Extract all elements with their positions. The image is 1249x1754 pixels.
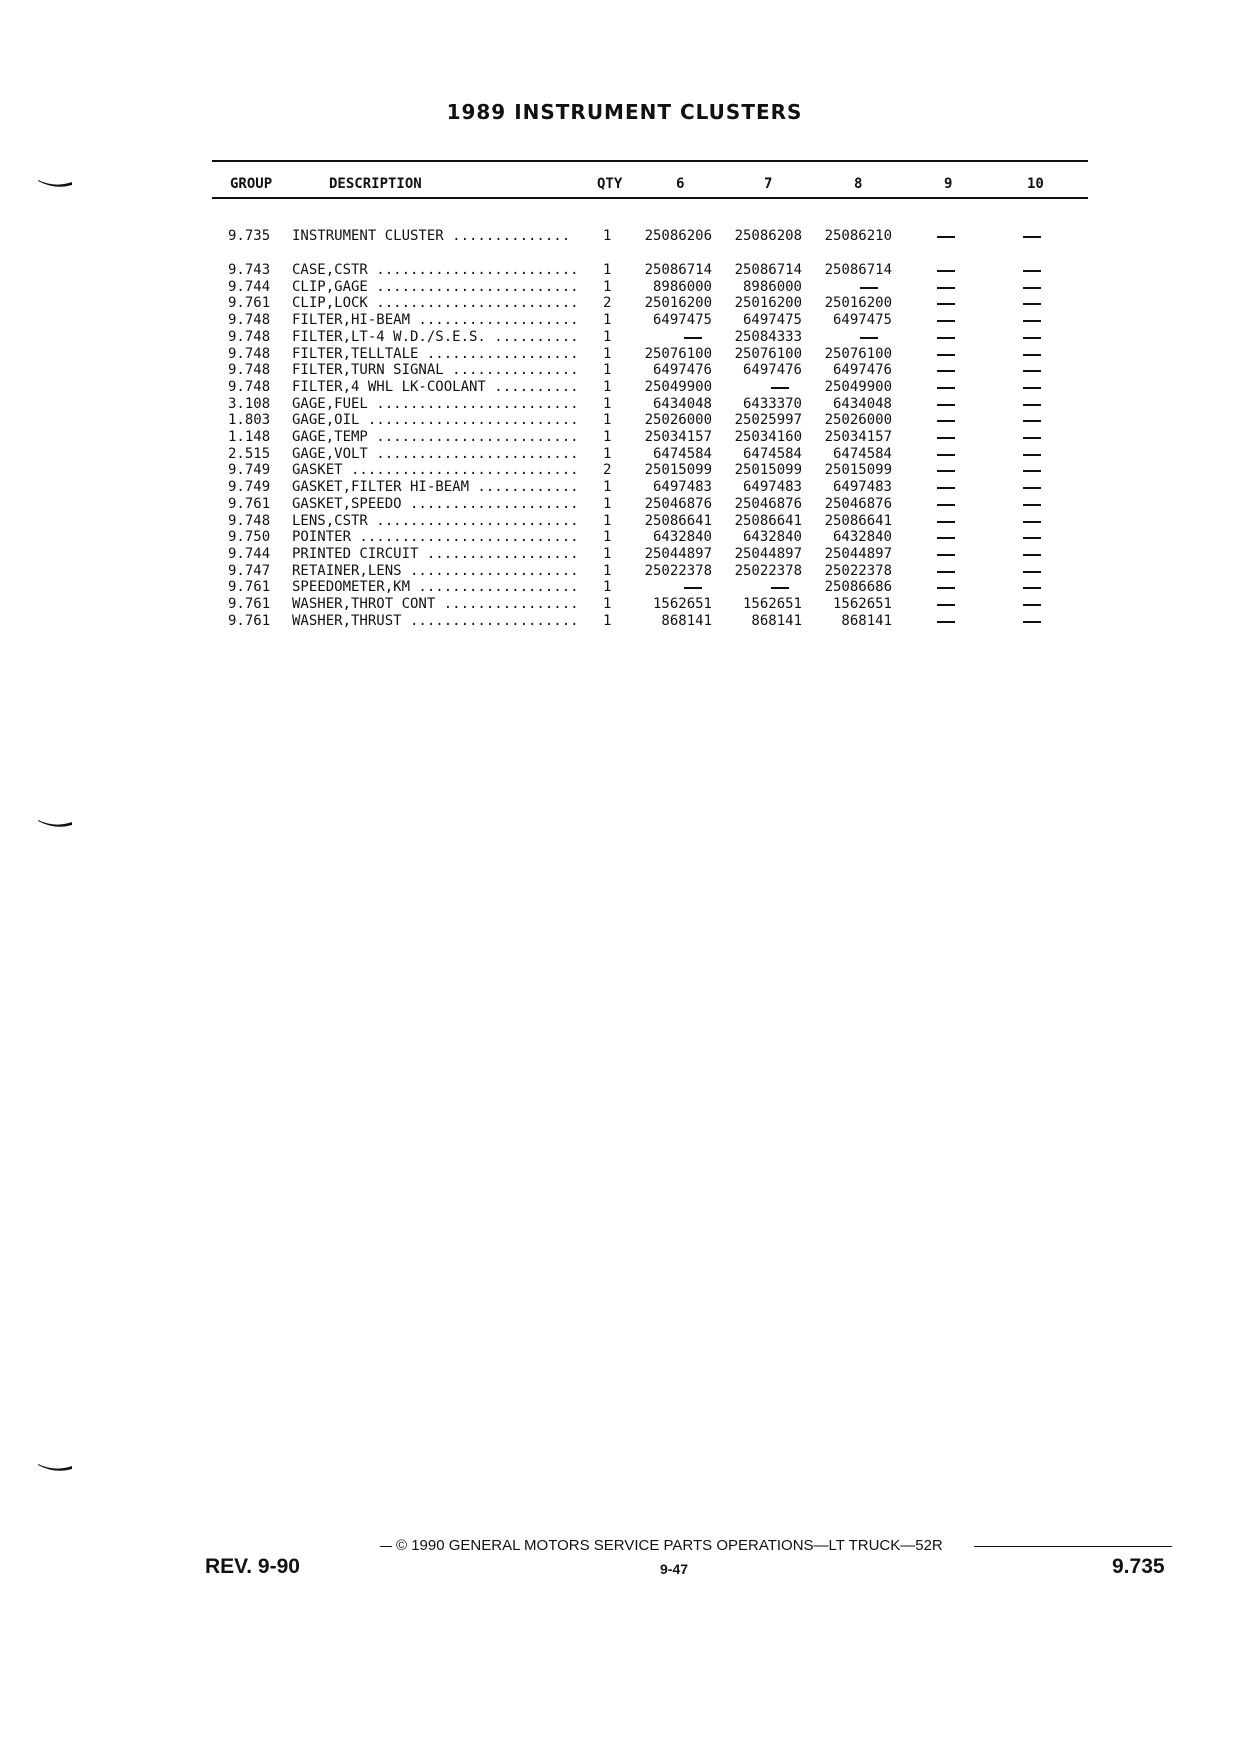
part-number-cell-8: 6434048 — [832, 395, 892, 412]
part-number-cell-7: 25044897 — [734, 545, 802, 562]
part-number-cell-7: 6497483 — [742, 479, 802, 496]
part-number-cell-6: 25086206 — [644, 228, 712, 244]
not-applicable-dash — [937, 262, 957, 279]
not-applicable-dash — [816, 279, 892, 296]
description-cell: FILTER,LT-4 W.D./S.E.S. .......... — [292, 328, 579, 345]
part-number-cell-8: 25076100 — [824, 345, 892, 362]
part-number-cell-6: 1562651 — [652, 596, 712, 612]
group-cell: 9.761 — [228, 612, 271, 629]
not-applicable-dash — [727, 579, 802, 596]
dash-mark — [1023, 437, 1041, 439]
part-number-cell-6: 8986000 — [652, 278, 712, 295]
description-cell: PRINTED CIRCUIT .................. — [292, 545, 579, 562]
description-cell: WASHER,THROT CONT ................ — [292, 596, 579, 612]
part-number-cell-7: 25034160 — [734, 429, 802, 445]
not-applicable-dash — [1023, 462, 1043, 479]
table-row — [0, 579, 1249, 596]
not-applicable-dash — [1023, 563, 1043, 580]
part-number-cell-8: 6497483 — [832, 479, 892, 496]
group-cell: 9.744 — [228, 545, 271, 562]
not-applicable-dash — [1023, 362, 1043, 379]
part-number-cell-6: 6497476 — [652, 362, 712, 379]
part-number-cell-7: 25025997 — [734, 412, 802, 429]
not-applicable-dash — [1023, 496, 1043, 513]
dash-mark — [937, 587, 955, 589]
part-number-cell-6: 25015099 — [644, 462, 712, 479]
not-applicable-dash — [937, 613, 957, 630]
col-header-7: 7 — [764, 176, 773, 192]
dash-mark — [937, 604, 955, 606]
not-applicable-dash — [1023, 596, 1043, 613]
part-number-cell-7: 25086641 — [734, 512, 802, 529]
not-applicable-dash — [640, 329, 712, 346]
part-number-cell-8: 25086686 — [824, 579, 892, 596]
description-cell: POINTER .......................... — [292, 529, 579, 546]
dash-mark — [937, 370, 955, 372]
dash-mark — [937, 437, 955, 439]
not-applicable-dash — [1023, 262, 1043, 279]
table-row — [0, 396, 1249, 413]
qty-cell: 1 — [603, 345, 612, 362]
dash-mark — [937, 554, 955, 556]
part-number-cell-8: 25016200 — [824, 295, 892, 312]
part-number-cell-8: 6497475 — [832, 312, 892, 329]
group-cell: 9.744 — [228, 278, 271, 295]
header-bottom-rule — [212, 197, 1088, 199]
col-header-description: DESCRIPTION — [329, 176, 422, 192]
group-cell: 9.748 — [228, 345, 271, 362]
not-applicable-dash — [937, 346, 957, 363]
part-number-cell-8: 25044897 — [824, 545, 892, 562]
group-cell: 9.761 — [228, 495, 271, 512]
part-number-cell-6: 25016200 — [644, 295, 712, 312]
not-applicable-dash — [1023, 379, 1043, 396]
not-applicable-dash — [937, 579, 957, 596]
not-applicable-dash — [937, 312, 957, 329]
dash-mark — [771, 387, 789, 389]
dash-mark — [937, 487, 955, 489]
dash-mark — [1023, 470, 1041, 472]
dash-mark — [1023, 487, 1041, 489]
description-cell: GAGE,TEMP ........................ — [292, 429, 579, 445]
page-number: 9-47 — [660, 1561, 689, 1577]
part-number-cell-6: 25022378 — [644, 562, 712, 579]
table-row — [0, 446, 1249, 463]
group-cell: 1.148 — [228, 429, 271, 445]
group-cell: 9.747 — [228, 562, 271, 579]
description-cell: GASKET,FILTER HI-BEAM ............ — [292, 479, 579, 496]
part-number-cell-8: 6497476 — [832, 362, 892, 379]
binder-hole-mark — [38, 178, 72, 188]
dash-mark — [1023, 504, 1041, 506]
not-applicable-dash — [816, 329, 892, 346]
dash-mark — [771, 587, 789, 589]
part-number-cell-7: 25076100 — [734, 345, 802, 362]
dash-mark — [937, 270, 955, 272]
qty-cell: 1 — [603, 479, 612, 496]
part-number-cell-8: 25026000 — [824, 412, 892, 429]
description-cell: LENS,CSTR ........................ — [292, 512, 579, 529]
part-number-cell-8: 25049900 — [824, 378, 892, 395]
part-number-cell-7: 25016200 — [734, 295, 802, 312]
dash-mark — [1023, 587, 1041, 589]
part-number-cell-7: 6433370 — [742, 395, 802, 412]
not-applicable-dash — [937, 462, 957, 479]
part-number-cell-7: 6497475 — [742, 312, 802, 329]
dash-mark — [1023, 320, 1041, 322]
group-cell: 9.749 — [228, 462, 271, 479]
description-cell: GAGE,OIL ......................... — [292, 412, 579, 429]
not-applicable-dash — [1023, 228, 1043, 245]
qty-cell: 1 — [603, 429, 612, 445]
part-number-cell-7: 25022378 — [734, 562, 802, 579]
part-number-cell-7: 868141 — [751, 612, 802, 629]
group-cell: 3.108 — [228, 395, 271, 412]
table-row — [0, 563, 1249, 580]
part-number-cell-6: 25076100 — [644, 345, 712, 362]
not-applicable-dash — [937, 228, 957, 245]
qty-cell: 1 — [603, 262, 612, 278]
header-top-rule — [212, 160, 1088, 162]
table-row — [0, 262, 1249, 279]
not-applicable-dash — [937, 529, 957, 546]
table-row — [0, 496, 1249, 513]
footer-rule-left — [380, 1546, 392, 1547]
not-applicable-dash — [727, 379, 802, 396]
group-cell: 9.761 — [228, 579, 271, 596]
description-cell: INSTRUMENT CLUSTER .............. — [292, 228, 571, 244]
part-number-cell-6: 25086641 — [644, 512, 712, 529]
description-cell: GAGE,FUEL ........................ — [292, 395, 579, 412]
page-title: 1989 INSTRUMENT CLUSTERS — [446, 100, 803, 124]
not-applicable-dash — [640, 579, 712, 596]
not-applicable-dash — [937, 563, 957, 580]
qty-cell: 1 — [603, 278, 612, 295]
not-applicable-dash — [1023, 529, 1043, 546]
table-row — [0, 429, 1249, 446]
not-applicable-dash — [1023, 446, 1043, 463]
group-cell: 9.761 — [228, 596, 271, 612]
part-number-cell-6: 25086714 — [644, 262, 712, 278]
not-applicable-dash — [1023, 513, 1043, 530]
dash-mark — [937, 404, 955, 406]
table-row — [0, 546, 1249, 563]
dash-mark — [684, 587, 702, 589]
not-applicable-dash — [1023, 479, 1043, 496]
dash-mark — [937, 420, 955, 422]
part-number-cell-7: 25086714 — [734, 262, 802, 278]
description-cell: FILTER,TURN SIGNAL ............... — [292, 362, 579, 379]
not-applicable-dash — [937, 379, 957, 396]
group-cell: 9.748 — [228, 362, 271, 379]
table-row — [0, 295, 1249, 312]
table-row — [0, 379, 1249, 396]
qty-cell: 2 — [603, 295, 612, 312]
not-applicable-dash — [937, 446, 957, 463]
table-row — [0, 513, 1249, 530]
dash-mark — [1023, 571, 1041, 573]
qty-cell: 1 — [603, 545, 612, 562]
dash-mark — [1023, 604, 1041, 606]
description-cell: FILTER,HI-BEAM ................... — [292, 312, 579, 329]
part-number-cell-8: 25086210 — [824, 228, 892, 244]
part-number-cell-8: 1562651 — [832, 596, 892, 612]
qty-cell: 1 — [603, 362, 612, 379]
dash-mark — [1023, 537, 1041, 539]
not-applicable-dash — [1023, 579, 1043, 596]
part-number-cell-6: 25049900 — [644, 378, 712, 395]
dash-mark — [1023, 420, 1041, 422]
part-number-cell-7: 6432840 — [742, 529, 802, 546]
not-applicable-dash — [1023, 396, 1043, 413]
part-number-cell-8: 25015099 — [824, 462, 892, 479]
not-applicable-dash — [1023, 295, 1043, 312]
description-cell: GAGE,VOLT ........................ — [292, 445, 579, 462]
table-row — [0, 279, 1249, 296]
description-cell: FILTER,4 WHL LK-COOLANT .......... — [292, 378, 579, 395]
description-cell: RETAINER,LENS .................... — [292, 562, 579, 579]
dash-mark — [1023, 270, 1041, 272]
not-applicable-dash — [937, 362, 957, 379]
not-applicable-dash — [1023, 346, 1043, 363]
group-cell: 9.735 — [228, 228, 271, 244]
not-applicable-dash — [937, 479, 957, 496]
part-number-cell-7: 25084333 — [734, 328, 802, 345]
not-applicable-dash — [937, 596, 957, 613]
not-applicable-dash — [937, 429, 957, 446]
dash-mark — [937, 470, 955, 472]
dash-mark — [1023, 554, 1041, 556]
part-number-cell-6: 6497483 — [652, 479, 712, 496]
qty-cell: 1 — [603, 395, 612, 412]
section-number: 9.735 — [1112, 1555, 1165, 1578]
dash-mark — [937, 621, 955, 623]
dash-mark — [937, 320, 955, 322]
part-number-cell-8: 6432840 — [832, 529, 892, 546]
dash-mark — [937, 537, 955, 539]
description-cell: GASKET,SPEEDO .................... — [292, 495, 579, 512]
dash-mark — [1023, 370, 1041, 372]
part-number-cell-7: 25015099 — [734, 462, 802, 479]
part-number-cell-6: 25046876 — [644, 495, 712, 512]
description-cell: CASE,CSTR ........................ — [292, 262, 579, 278]
col-header-9: 9 — [944, 176, 953, 192]
qty-cell: 1 — [603, 579, 612, 596]
description-cell: CLIP,LOCK ........................ — [292, 295, 579, 312]
part-number-cell-6: 6432840 — [652, 529, 712, 546]
dash-mark — [684, 337, 702, 339]
not-applicable-dash — [937, 396, 957, 413]
binder-hole-mark — [38, 1462, 72, 1472]
col-header-6: 6 — [676, 176, 685, 192]
dash-mark — [1023, 387, 1041, 389]
part-number-cell-8: 25046876 — [824, 495, 892, 512]
footer-copyright: © 1990 GENERAL MOTORS SERVICE PARTS OPERATIONS—LT TRUCK—52R — [396, 1537, 943, 1554]
dash-mark — [1023, 236, 1041, 238]
part-number-cell-6: 6434048 — [652, 395, 712, 412]
part-number-cell-7: 25086208 — [734, 228, 802, 244]
group-cell: 9.748 — [228, 328, 271, 345]
dash-mark — [860, 287, 878, 289]
qty-cell: 1 — [603, 562, 612, 579]
qty-cell: 1 — [603, 412, 612, 429]
table-row — [0, 462, 1249, 479]
part-number-cell-6: 25026000 — [644, 412, 712, 429]
qty-cell: 1 — [603, 378, 612, 395]
not-applicable-dash — [1023, 312, 1043, 329]
qty-cell: 1 — [603, 228, 612, 244]
group-cell: 9.748 — [228, 312, 271, 329]
group-cell: 9.761 — [228, 295, 271, 312]
col-header-group: GROUP — [230, 176, 273, 192]
table-row — [0, 529, 1249, 546]
description-cell: GASKET ........................... — [292, 462, 579, 479]
revision-label: REV. 9-90 — [205, 1555, 300, 1578]
table-row — [0, 412, 1249, 429]
table-row — [0, 329, 1249, 346]
part-number-cell-7: 25046876 — [734, 495, 802, 512]
part-number-cell-8: 25022378 — [824, 562, 892, 579]
part-number-cell-7: 6497476 — [742, 362, 802, 379]
qty-cell: 1 — [603, 529, 612, 546]
group-cell: 9.749 — [228, 479, 271, 496]
dash-mark — [860, 337, 878, 339]
footer-rule-right — [974, 1546, 1172, 1547]
dash-mark — [1023, 454, 1041, 456]
part-number-cell-6: 6497475 — [652, 312, 712, 329]
not-applicable-dash — [937, 279, 957, 296]
part-number-cell-8: 868141 — [841, 612, 892, 629]
qty-cell: 1 — [603, 596, 612, 612]
part-number-cell-8: 25086714 — [824, 262, 892, 278]
col-header-8: 8 — [854, 176, 863, 192]
qty-cell: 2 — [603, 462, 612, 479]
not-applicable-dash — [937, 496, 957, 513]
qty-cell: 1 — [603, 312, 612, 329]
not-applicable-dash — [937, 329, 957, 346]
table-row — [0, 346, 1249, 363]
not-applicable-dash — [1023, 279, 1043, 296]
not-applicable-dash — [1023, 412, 1043, 429]
table-row — [0, 479, 1249, 496]
dash-mark — [937, 387, 955, 389]
dash-mark — [937, 521, 955, 523]
group-cell: 2.515 — [228, 445, 271, 462]
qty-cell: 1 — [603, 445, 612, 462]
part-number-cell-6: 25044897 — [644, 545, 712, 562]
not-applicable-dash — [1023, 429, 1043, 446]
description-cell: SPEEDOMETER,KM ................... — [292, 579, 579, 596]
part-number-cell-7: 6474584 — [742, 445, 802, 462]
dash-mark — [1023, 521, 1041, 523]
part-number-cell-6: 25034157 — [644, 429, 712, 445]
part-number-cell-8: 6474584 — [832, 445, 892, 462]
table-row — [0, 228, 1249, 245]
part-number-cell-6: 6474584 — [652, 445, 712, 462]
dash-mark — [1023, 337, 1041, 339]
part-number-cell-8: 25086641 — [824, 512, 892, 529]
col-header-qty: QTY — [597, 176, 623, 192]
not-applicable-dash — [937, 546, 957, 563]
group-cell: 9.750 — [228, 529, 271, 546]
table-row — [0, 613, 1249, 630]
dash-mark — [937, 236, 955, 238]
dash-mark — [937, 504, 955, 506]
dash-mark — [1023, 621, 1041, 623]
table-row — [0, 596, 1249, 613]
dash-mark — [1023, 303, 1041, 305]
dash-mark — [937, 287, 955, 289]
not-applicable-dash — [1023, 613, 1043, 630]
dash-mark — [937, 303, 955, 305]
group-cell: 9.748 — [228, 378, 271, 395]
dash-mark — [1023, 354, 1041, 356]
not-applicable-dash — [937, 412, 957, 429]
dash-mark — [937, 454, 955, 456]
dash-mark — [937, 571, 955, 573]
dash-mark — [1023, 287, 1041, 289]
description-cell: CLIP,GAGE ........................ — [292, 278, 579, 295]
qty-cell: 1 — [603, 612, 612, 629]
part-number-cell-7: 1562651 — [742, 596, 802, 612]
qty-cell: 1 — [603, 512, 612, 529]
table-row — [0, 362, 1249, 379]
not-applicable-dash — [937, 513, 957, 530]
part-number-cell-8: 25034157 — [824, 429, 892, 445]
dash-mark — [1023, 404, 1041, 406]
part-number-cell-6: 868141 — [661, 612, 712, 629]
not-applicable-dash — [937, 295, 957, 312]
description-cell: WASHER,THRUST .................... — [292, 612, 579, 629]
table-row — [0, 312, 1249, 329]
dash-mark — [937, 337, 955, 339]
group-cell: 9.748 — [228, 512, 271, 529]
binder-hole-mark — [38, 818, 72, 828]
group-cell: 1.803 — [228, 412, 271, 429]
description-cell: FILTER,TELLTALE .................. — [292, 345, 579, 362]
part-number-cell-7: 8986000 — [742, 278, 802, 295]
group-cell: 9.743 — [228, 262, 271, 278]
qty-cell: 1 — [603, 495, 612, 512]
col-header-10: 10 — [1027, 176, 1044, 192]
not-applicable-dash — [1023, 329, 1043, 346]
not-applicable-dash — [1023, 546, 1043, 563]
qty-cell: 1 — [603, 328, 612, 345]
dash-mark — [937, 354, 955, 356]
